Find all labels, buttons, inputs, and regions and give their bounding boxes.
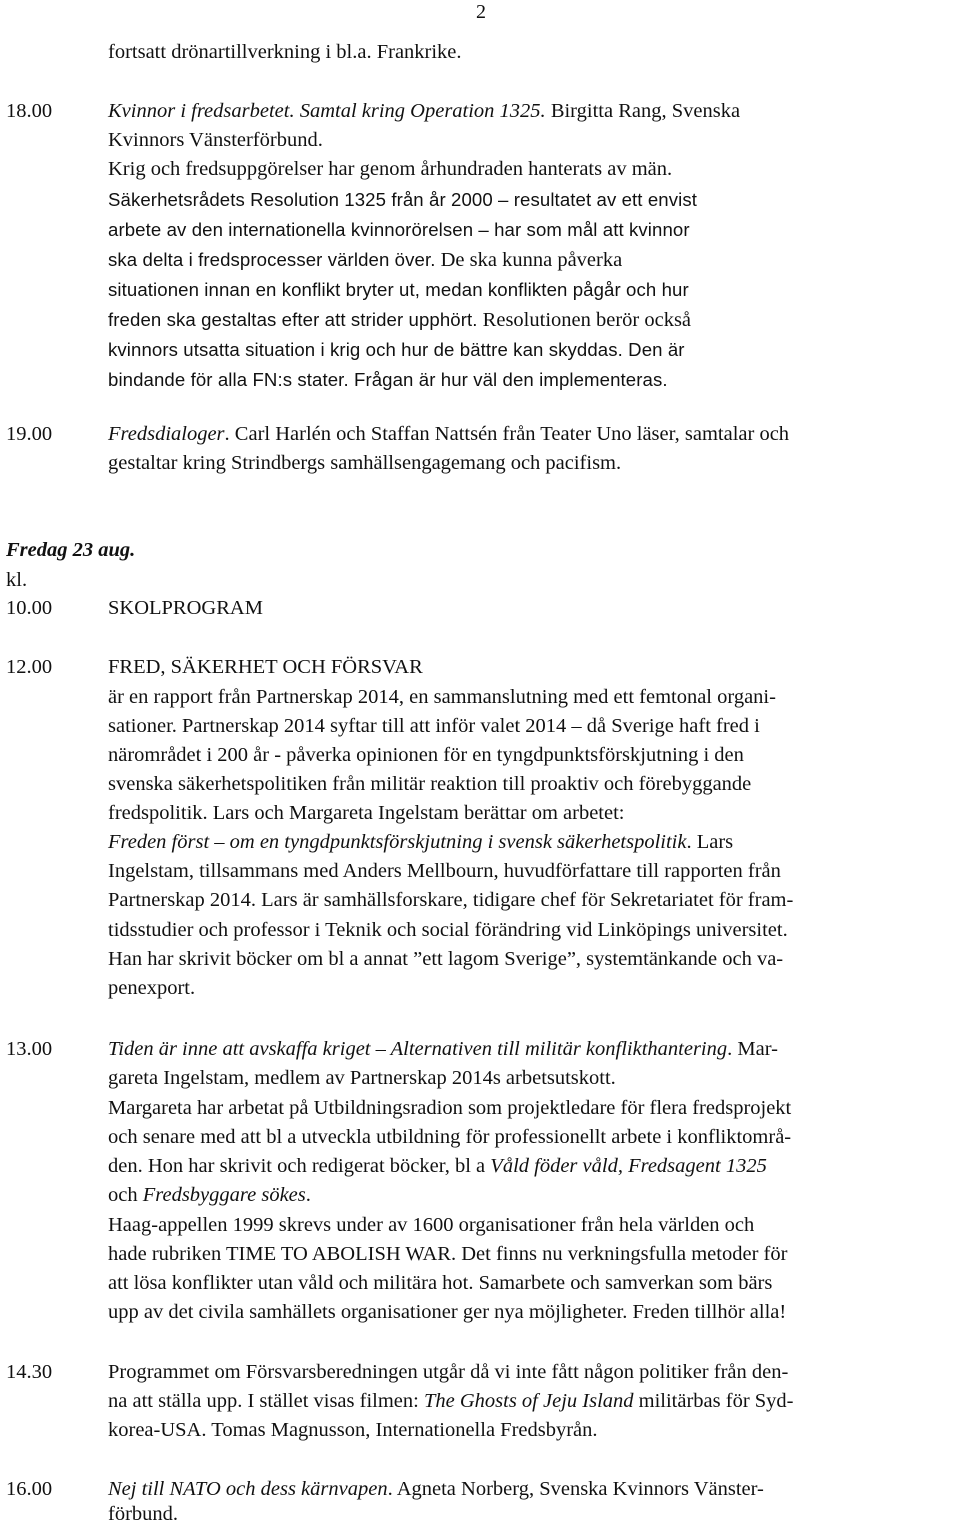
event-1800-sans-7b: Frågan är hur väl den implementeras. — [348, 369, 668, 390]
event-1430-line-3: korea-USA. Tomas Magnusson, Internationella Fredsbyrån. — [108, 1419, 598, 1441]
event-1800-speaker-cont: Kvinnors Vänsterförbund. — [108, 129, 323, 151]
event-1200-line-5: fredspolitik. Lars och Margareta Ingelstam berättar om arbetet: — [108, 802, 625, 824]
event-1200-line-6-tail: . Lars — [686, 831, 734, 853]
event-1300-line-6 — [108, 1181, 311, 1210]
event-1300-book-2: Fredsbyggare sökes — [142, 1184, 306, 1206]
event-1200-line-11: penexport. — [108, 977, 196, 999]
event-1300-line-4: och senare med att bl a utveckla utbildning för professionellt arbete i konfliktområ- — [108, 1126, 792, 1148]
event-1200-line-9: tidsstudier och professor i Teknik och social förändring vid Linköpings universitet. — [108, 919, 788, 941]
event-1800-speaker: Birgitta Rang, Svenska — [545, 100, 741, 122]
event-1800-sans-5: freden ska gestaltas efter att strider upphört. — [108, 309, 478, 330]
event-1200-title: FRED, SÄKERHET OCH FÖRSVAR — [108, 656, 423, 678]
event-1430-line-1: Programmet om Försvarsberedningen utgår då vi inte fått någon politiker från den- — [108, 1361, 789, 1383]
event-1300-line-1 — [108, 1035, 778, 1064]
event-1430-film-title: The Ghosts of Jeju Island — [423, 1390, 634, 1412]
event-1800-sans-7: bindande för alla FN:s stater. — [108, 369, 349, 390]
event-1200-line-8: Partnerskap 2014. Lars är samhällsforskare, tidigare chef för Sekretariatet för fram- — [108, 889, 794, 911]
event-1600-line-2: förbund. — [108, 1503, 179, 1525]
event-1800-sans-4: situationen innan en konflikt bryter ut, medan konflikten pågår och hur — [108, 279, 689, 300]
event-1800-line-s7 — [108, 365, 668, 394]
event-1300-line-2: gareta Ingelstam, medlem av Partnerskap 2014s arbetsutskott. — [108, 1067, 616, 1089]
event-1800-sans-1: Säkerhetsrådets Resolution 1325 från år 2000 – resultatet av ett envist — [108, 189, 698, 210]
event-1300-line-8: hade rubriken TIME TO ABOLISH WAR. Det finns nu verkningsfulla metoder för — [108, 1243, 788, 1265]
event-1300-line-9: att lösa konflikter utan våld och militära hot. Samarbete och samverkan som bärs — [108, 1272, 773, 1294]
event-1800-serif-3: De ska kunna påverka — [435, 249, 623, 271]
event-1800-line-1 — [108, 97, 740, 126]
event-time-1200: 12.00 — [6, 656, 53, 678]
page-number: 2 — [476, 1, 486, 23]
event-1300-title: Tiden är inne att avskaffa kriget – Alternativen till militär konflikthantering — [108, 1038, 728, 1060]
event-1800-sans-6b: Den är — [622, 339, 685, 360]
event-1300-line-7: Haag-appellen 1999 skrevs under av 1600 organisationer från hela världen och — [108, 1214, 755, 1236]
event-1600-line-1 — [108, 1475, 764, 1504]
event-1200-line-6 — [108, 828, 733, 857]
event-1430-line-2-tail: militärbas för Syd- — [633, 1390, 794, 1412]
event-1900-desc: Carl Harlén och Staffan Nattsén från Teater Uno läser, samtalar och — [229, 423, 790, 445]
event-1800-sans-2: arbete av den internationella kvinnorörelsen – har som mål att kvinnor — [108, 219, 690, 240]
event-1900-line-1 — [108, 420, 789, 449]
event-1800-sans-3: ska delta i fredsprocesser världen över. — [108, 249, 436, 270]
event-1800-line-s5 — [108, 305, 691, 335]
event-time-1800: 18.00 — [6, 100, 53, 122]
event-time-1430: 14.30 — [6, 1361, 53, 1383]
event-1200-line-4: svenska säkerhetspolitiken från militär reaktion till proaktiv och förebyggande — [108, 773, 752, 795]
event-1900-line-2: gestaltar kring Strindbergs samhällsengagemang och pacifism. — [108, 452, 622, 474]
event-time-1600: 16.00 — [6, 1478, 53, 1500]
event-1430-line-2-text: na att ställa upp. I stället visas filmen: — [108, 1390, 424, 1412]
event-1000-title: SKOLPROGRAM — [108, 597, 263, 619]
event-1800-line-s6 — [108, 335, 685, 364]
event-1300-line-6-tail: . — [305, 1184, 311, 1206]
event-1800-title: Kvinnor i fredsarbetet. Samtal kring Operation 1325. — [108, 100, 546, 122]
event-1200-line-1: är en rapport från Partnerskap 2014, en sammanslutning med ett femtonal organi- — [108, 686, 776, 708]
event-1430-line-2 — [108, 1387, 794, 1416]
event-1200-publication: Freden först – om en tyngdpunktsförskjutning i svensk säkerhetspolitik — [108, 831, 687, 853]
event-1300-line-5-text: den. Hon har skrivit och redigerat böcker, bl a — [108, 1155, 491, 1177]
event-1600-line-1-tail: . Agneta Norberg, Svenska Kvinnors Vänster- — [387, 1478, 764, 1500]
event-1300-line-1-tail: . Mar- — [727, 1038, 778, 1060]
event-1600-title: Nej till NATO och dess kärnvapen — [108, 1478, 388, 1500]
event-1300-line-3: Margareta har arbetat på Utbildningsradion som projektledare för flera fredsprojekt — [108, 1097, 792, 1119]
event-1300-line-6-text: och — [108, 1184, 143, 1206]
event-1900-dot: . — [224, 423, 230, 445]
event-time-1000: 10.00 — [6, 597, 53, 619]
event-1200-line-7: Ingelstam, tillsammans med Anders Mellbourn, huvudförfattare till rapporten från — [108, 860, 781, 882]
event-1800-serif-5: Resolutionen berör också — [477, 309, 692, 331]
event-1200-line-2: sationer. Partnerskap 2014 syftar till att inför valet 2014 – då Sverige haft fred i — [108, 715, 760, 737]
event-1300-line-10: upp av det civila samhällets organisationer ger nya möjligheter. Freden tillhör alla! — [108, 1301, 787, 1323]
event-1300-books: Våld föder våld, Fredsagent 1325 — [490, 1155, 767, 1177]
event-time-1900: 19.00 — [6, 423, 53, 445]
event-1200-line-10: Han har skrivit böcker om bl a annat ”ett lagom Sverige”, systemtänkande och va- — [108, 948, 784, 970]
intro-text: fortsatt drönartillverkning i bl.a. Frankrike. — [108, 41, 462, 63]
event-1200-line-3: närområdet i 200 år - påverka opinionen för en tyngdpunktsförskjutning i den — [108, 744, 744, 766]
event-1800-line-3: Krig och fredsuppgörelser har genom århundraden hanterats av män. — [108, 158, 673, 180]
event-1900-title: Fredsdialoger — [108, 423, 225, 445]
event-time-1300: 13.00 — [6, 1038, 53, 1060]
kl-label: kl. — [6, 569, 28, 591]
day-heading: Fredag 23 aug. — [6, 539, 136, 561]
event-1800-sans-6: kvinnors utsatta situation i krig och hur de bättre kan skyddas. — [108, 339, 623, 360]
event-1800-line-s3 — [108, 245, 622, 275]
event-1300-line-5 — [108, 1152, 767, 1181]
